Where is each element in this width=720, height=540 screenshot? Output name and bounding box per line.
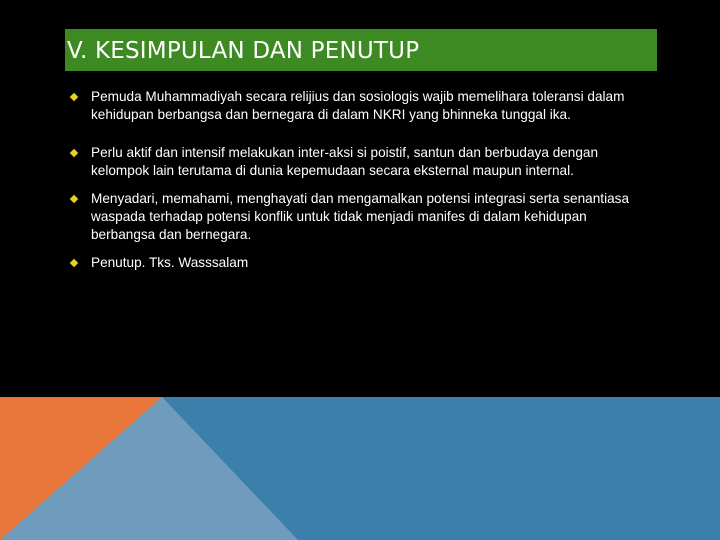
bullet-text: Penutup. Tks. Wasssalam [91, 255, 249, 270]
bullet-text: Perlu aktif dan intensif melakukan inter-aksi si poistif, santun dan berbudaya dengan kelompok lain terutama di dunia kepemudaan secara eksternal maupun internal. [91, 145, 599, 178]
title-bar [65, 29, 657, 71]
bullet-item [66, 144, 654, 180]
bullet-item [66, 190, 654, 244]
bullet-item [66, 254, 654, 272]
bullet-item [66, 88, 654, 124]
decorative-footer-shapes [0, 397, 720, 540]
slide-title: V. KESIMPULAN DAN PENUTUP [67, 37, 420, 64]
diamond-bullet-icon [70, 149, 78, 157]
bullet-text: Pemuda Muhammadiyah secara relijius dan sosiologis wajib memelihara toleransi dalam kehidupan berbangsa dan bernegara di dalam NKRI yang bhinneka tunggal ika. [91, 89, 625, 122]
bullet-list [66, 88, 654, 272]
diamond-bullet-icon [70, 259, 78, 267]
diamond-bullet-icon [70, 93, 78, 101]
diamond-bullet-icon [70, 195, 78, 203]
bullet-text: Menyadari, memahami, menghayati dan mengamalkan potensi integrasi serta senantiasa waspada terhadap potensi konflik untuk tidak menjadi manifes di dalam kehidupan berbangsa dan bernegara. [91, 191, 630, 242]
